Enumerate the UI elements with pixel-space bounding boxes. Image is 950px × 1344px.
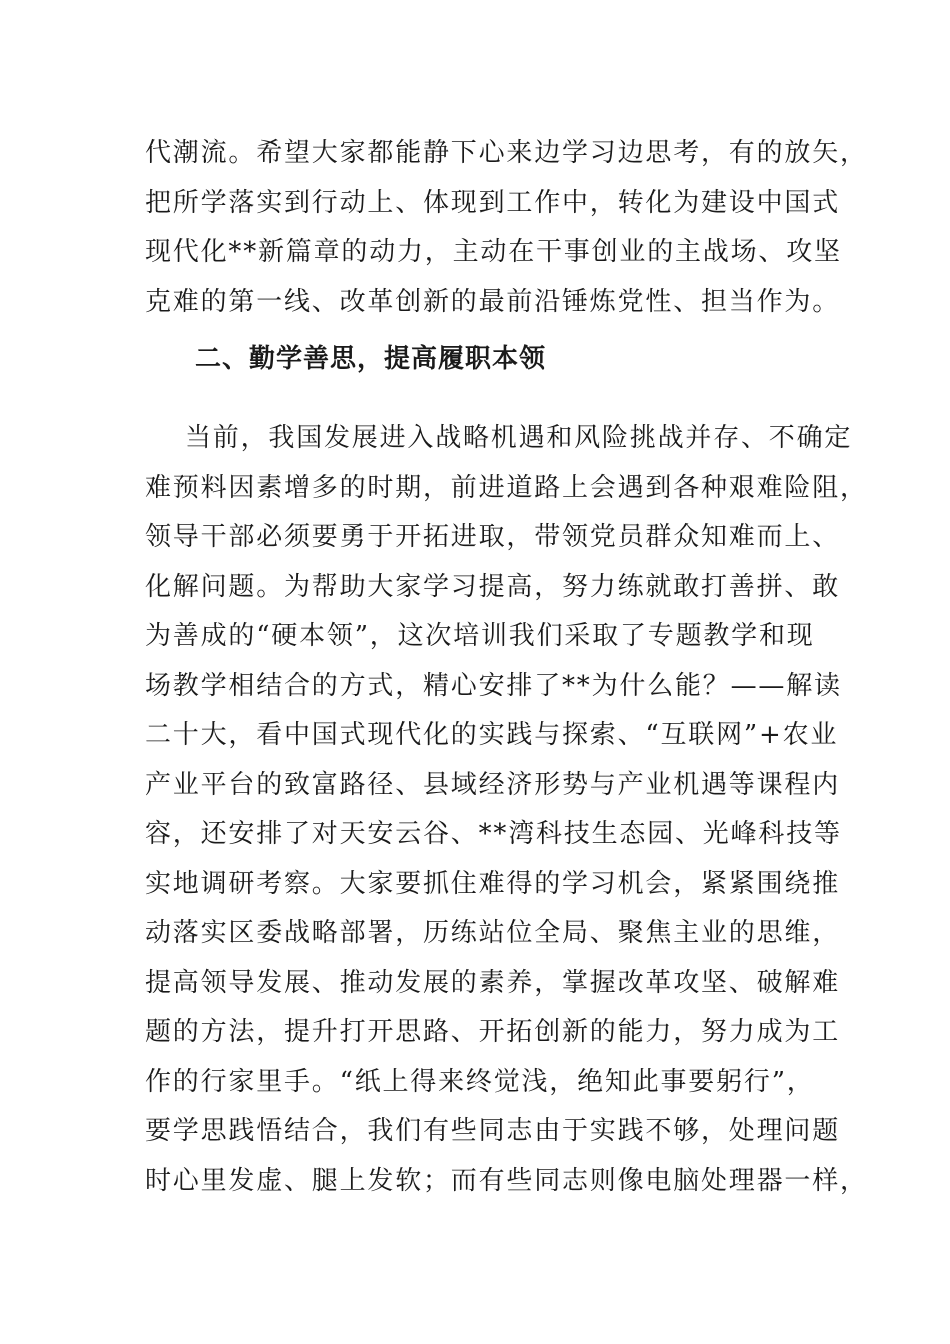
paragraph-line: 为善成的“硬本领”，这次培训我们采取了专题教学和现	[145, 621, 815, 651]
paragraph-line: 代潮流。希望大家都能静下心来边学习边思考，有的放矢，	[145, 138, 868, 168]
paragraph-line: 场教学相结合的方式，精心安排了**为什么能？——解读	[145, 671, 842, 701]
paragraph-line: 当前，我国发展进入战略机遇和风险挑战并存、不确定	[185, 423, 853, 453]
paragraph-line: 把所学落实到行动上、体现到工作中，转化为建设中国式	[145, 188, 841, 218]
paragraph-line: 克难的第一线、改革创新的最前沿锤炼党性、担当作为。	[145, 287, 841, 317]
paragraph-line: 领导干部必须要勇于开拓进取，带领党员群众知难而上、	[145, 522, 841, 552]
paragraph-line: 题的方法，提升打开思路、开拓创新的能力，努力成为工	[145, 1017, 841, 1047]
paragraph-line: 化解问题。为帮助大家学习提高，努力练就敢打善拼、敢	[145, 572, 841, 602]
paragraph-line: 产业平台的致富路径、县域经济形势与产业机遇等课程内	[145, 770, 841, 800]
paragraph-line: 容，还安排了对天安云谷、**湾科技生态园、光峰科技等	[145, 819, 842, 849]
paragraph-line: 实地调研考察。大家要抓住难得的学习机会，紧紧围绕推	[145, 869, 841, 899]
paragraph-line: 现代化**新篇章的动力，主动在干事创业的主战场、攻坚	[145, 237, 842, 267]
paragraph-line: 要学思践悟结合，我们有些同志由于实践不够，处理问题	[145, 1116, 841, 1146]
paragraph-line: 提高领导发展、推动发展的素养，掌握改革攻坚、破解难	[145, 968, 841, 998]
paragraph-line: 二十大，看中国式现代化的实践与探索、“互联网”+农业	[145, 720, 839, 750]
paragraph-line: 难预料因素增多的时期，前进道路上会遇到各种艰难险阻，	[145, 473, 868, 503]
paragraph-line: 作的行家里手。“纸上得来终觉浅，绝知此事要躬行”，	[145, 1067, 815, 1097]
section-heading: 二、勤学善思，提高履职本领	[195, 344, 547, 374]
paragraph-line: 动落实区委战略部署，历练站位全局、聚焦主业的思维，	[145, 918, 841, 948]
paragraph-line: 时心里发虚、腿上发软；而有些同志则像电脑处理器一样，	[145, 1166, 868, 1196]
